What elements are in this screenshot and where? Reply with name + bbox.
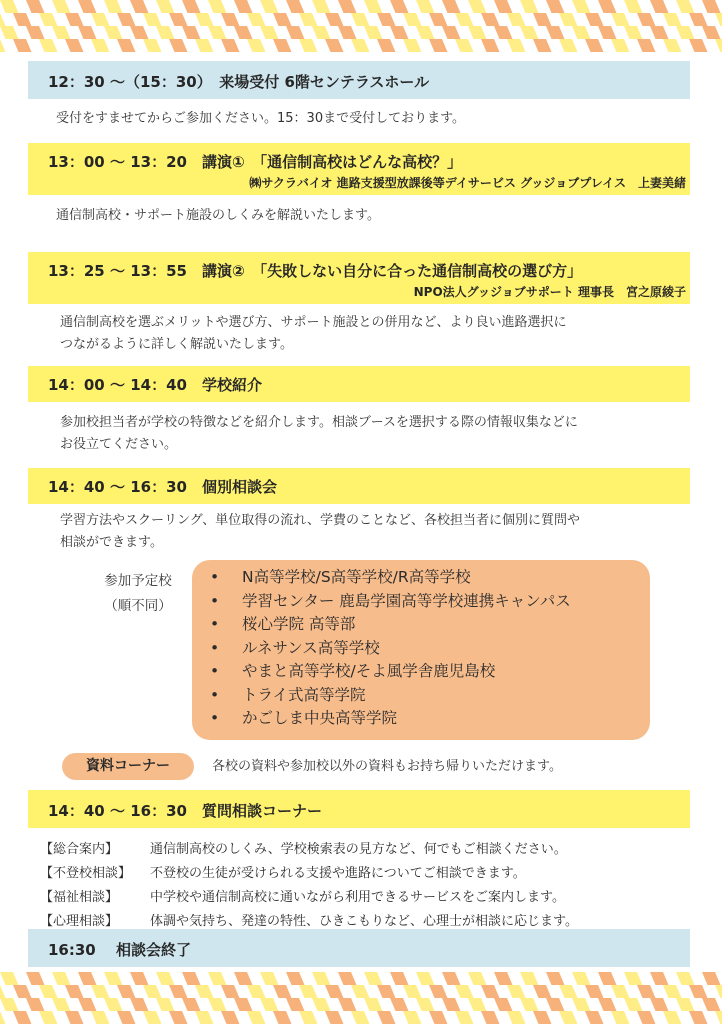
chevron-stripe bbox=[390, 972, 409, 985]
chevron-stripe bbox=[364, 0, 383, 13]
chevron-stripe bbox=[611, 1011, 630, 1024]
consultation-tag: 【総合案内】 bbox=[40, 842, 119, 857]
chevron-stripe bbox=[637, 1011, 656, 1024]
chevron-stripe bbox=[663, 13, 682, 26]
chevron-stripe bbox=[273, 985, 292, 998]
chevron-stripe bbox=[39, 39, 58, 52]
chevron-stripe bbox=[91, 1011, 110, 1024]
chevron-stripe bbox=[403, 985, 422, 998]
chevron-stripe bbox=[676, 26, 695, 39]
chevron-stripe bbox=[585, 13, 604, 26]
chevron-stripe bbox=[325, 985, 344, 998]
consultation-tag: 【心理相談】 bbox=[40, 914, 119, 929]
chevron-stripe bbox=[130, 998, 149, 1011]
chevron-stripe bbox=[702, 0, 721, 13]
consultation-desc: 不登校の生徒が受けられる支援や進路についてご相談できます。 bbox=[150, 866, 526, 881]
school-intro-time: 14：00 〜 14：40 学校紹介 bbox=[48, 376, 262, 394]
chevron-stripe bbox=[208, 972, 227, 985]
chevron-stripe bbox=[468, 0, 487, 13]
lecture2-text-line: 通信制高校を選ぶメリットや選び方、サポート施設との併用など、より良い進路選択に bbox=[60, 315, 567, 330]
chevron-stripe bbox=[221, 13, 240, 26]
closing-time: 16:30 相談会終了 bbox=[48, 941, 191, 959]
schools-list-box bbox=[192, 560, 650, 740]
chevron-stripe bbox=[117, 985, 136, 998]
individual-bar bbox=[28, 468, 690, 504]
chevron-stripe bbox=[364, 998, 383, 1011]
chevron-stripe bbox=[598, 998, 617, 1011]
chevron-stripe bbox=[663, 39, 682, 52]
chevron-stripe bbox=[377, 985, 396, 998]
chevron-stripe bbox=[143, 985, 162, 998]
schools-label bbox=[88, 569, 188, 619]
lecture2-bar bbox=[28, 252, 690, 304]
chevron-stripe bbox=[260, 0, 279, 13]
chevron-stripe bbox=[481, 13, 500, 26]
chevron-stripe bbox=[234, 0, 253, 13]
chevron-stripe bbox=[78, 0, 97, 13]
chevron-stripe bbox=[377, 1011, 396, 1024]
chevron-stripe bbox=[533, 13, 552, 26]
chevron-stripe bbox=[78, 26, 97, 39]
chevron-stripe bbox=[234, 972, 253, 985]
chevron-stripe bbox=[637, 39, 656, 52]
chevron-stripe bbox=[234, 26, 253, 39]
chevron-stripe bbox=[546, 972, 565, 985]
chevron-stripe bbox=[494, 998, 513, 1011]
chevron-stripe bbox=[143, 1011, 162, 1024]
chevron-stripe bbox=[143, 39, 162, 52]
reception-text: 受付をすませてからご参加ください。15：30まで受付しております。 bbox=[56, 111, 466, 126]
chevron-stripe bbox=[689, 985, 708, 998]
chevron-stripe bbox=[182, 0, 201, 13]
chevron-stripe bbox=[117, 39, 136, 52]
school-intro-text-line: 参加校担当者が学校の特徴などを紹介します。相談ブースを選択する際の情報収集などに bbox=[60, 415, 578, 430]
consultation-list bbox=[40, 838, 700, 934]
chevron-stripe bbox=[143, 13, 162, 26]
chevron-stripe bbox=[481, 985, 500, 998]
chevron-stripe bbox=[65, 13, 84, 26]
chevron-stripe bbox=[169, 39, 188, 52]
chevron-stripe bbox=[195, 13, 214, 26]
chevron-stripe bbox=[312, 0, 331, 13]
lecture1-time: 13：00 〜 13：20 講演① 「通信制高校はどんな高校？」 bbox=[48, 153, 463, 171]
chevron-stripe bbox=[520, 998, 539, 1011]
consultation-desc: 通信制高校のしくみ、学校検索表の見方など、何でもご相談ください。 bbox=[150, 842, 567, 857]
chevron-stripe bbox=[312, 972, 331, 985]
chevron-stripe bbox=[0, 13, 6, 26]
individual-time: 14：40 〜 16：30 個別相談会 bbox=[48, 478, 277, 496]
chevron-stripe bbox=[117, 1011, 136, 1024]
chevron-stripe bbox=[364, 972, 383, 985]
chevron-stripe bbox=[26, 972, 45, 985]
chevron-stripe bbox=[416, 972, 435, 985]
school-intro-text bbox=[60, 412, 690, 456]
chevron-stripe bbox=[598, 26, 617, 39]
school-intro-text-line: お役立てください。 bbox=[60, 437, 178, 452]
chevron-stripe bbox=[663, 1011, 682, 1024]
chevron-stripe bbox=[676, 0, 695, 13]
chevron-stripe bbox=[533, 39, 552, 52]
chevron-stripe bbox=[429, 985, 448, 998]
school-intro-bar bbox=[28, 366, 690, 402]
individual-text-line: 相談ができます。 bbox=[60, 535, 163, 550]
chevron-stripe bbox=[351, 985, 370, 998]
chevron-stripe bbox=[299, 1011, 318, 1024]
chevron-stripe bbox=[624, 998, 643, 1011]
school-item: • 桜心学院 高等部 bbox=[206, 613, 650, 637]
chevron-stripe bbox=[130, 972, 149, 985]
school-item: • トライ式高等学院 bbox=[206, 684, 650, 708]
chevron-stripe bbox=[65, 1011, 84, 1024]
chevron-stripe bbox=[13, 985, 32, 998]
chevron-stripe bbox=[39, 985, 58, 998]
chevron-stripe bbox=[26, 998, 45, 1011]
chevron-stripe bbox=[78, 972, 97, 985]
chevron-stripe bbox=[273, 1011, 292, 1024]
schools-list bbox=[206, 566, 650, 731]
chevron-stripe bbox=[390, 998, 409, 1011]
chevron-stripe bbox=[156, 0, 175, 13]
chevron-stripe bbox=[130, 26, 149, 39]
schools-label-note: （順不同） bbox=[104, 598, 172, 614]
chevron-stripe bbox=[650, 972, 669, 985]
consultation-row bbox=[40, 838, 700, 862]
chevron-stripe bbox=[715, 1011, 722, 1024]
chevron-stripe bbox=[0, 39, 6, 52]
chevron-stripe bbox=[676, 998, 695, 1011]
chevron-stripe bbox=[52, 26, 71, 39]
chevron-stripe bbox=[221, 985, 240, 998]
chevron-stripe bbox=[416, 0, 435, 13]
chevron-stripe bbox=[247, 1011, 266, 1024]
consultation-desc: 体調や気持ち、発達の特性、ひきこもりなど、心理士が相談に応じます。 bbox=[150, 914, 578, 929]
chevron-stripe bbox=[52, 972, 71, 985]
chevron-stripe bbox=[286, 998, 305, 1011]
chevron-stripe bbox=[156, 998, 175, 1011]
consultation-tag: 【福祉相談】 bbox=[40, 890, 119, 905]
chevron-stripe bbox=[26, 0, 45, 13]
chevron-stripe bbox=[689, 13, 708, 26]
chevron-stripe bbox=[208, 998, 227, 1011]
chevron-stripe bbox=[338, 26, 357, 39]
chevron-stripe bbox=[104, 26, 123, 39]
chevron-stripe bbox=[689, 39, 708, 52]
chevron-stripe bbox=[299, 13, 318, 26]
chevron-stripe bbox=[91, 13, 110, 26]
chevron-stripe bbox=[546, 0, 565, 13]
chevron-stripe bbox=[650, 26, 669, 39]
chevron-stripe bbox=[325, 1011, 344, 1024]
chevron-stripe bbox=[585, 1011, 604, 1024]
chevron-stripe bbox=[403, 13, 422, 26]
chevron-stripe bbox=[390, 26, 409, 39]
chevron-stripe bbox=[702, 972, 721, 985]
chevron-stripe bbox=[559, 13, 578, 26]
lecture2-text bbox=[60, 312, 690, 356]
question-bar bbox=[28, 790, 690, 828]
chevron-stripe bbox=[195, 1011, 214, 1024]
chevron-stripe bbox=[611, 985, 630, 998]
chevron-stripe bbox=[221, 39, 240, 52]
chevron-stripe bbox=[169, 1011, 188, 1024]
chevron-stripe bbox=[325, 13, 344, 26]
chevron-stripe bbox=[520, 26, 539, 39]
chevron-stripe bbox=[208, 0, 227, 13]
chevron-stripe bbox=[416, 26, 435, 39]
chevron-stripe bbox=[338, 972, 357, 985]
chevron-stripe bbox=[195, 39, 214, 52]
chevron-stripe bbox=[637, 985, 656, 998]
chevron-stripe bbox=[247, 985, 266, 998]
chevron-stripe bbox=[429, 1011, 448, 1024]
chevron-stripe bbox=[559, 985, 578, 998]
school-item: • かごしま中央高等学院 bbox=[206, 707, 650, 731]
materials-corner-text: 各校の資料や参加校以外の資料もお持ち帰りいただけます。 bbox=[212, 759, 562, 774]
lecture2-text-line: つながるように詳しく解説いたします。 bbox=[60, 337, 293, 352]
chevron-stripe bbox=[715, 39, 722, 52]
chevron-stripe bbox=[286, 972, 305, 985]
individual-text bbox=[60, 510, 690, 554]
chevron-stripe bbox=[39, 13, 58, 26]
chevron-stripe bbox=[507, 39, 526, 52]
lecture2-time: 13：25 〜 13：55 講演② 「失敗しない自分に合った通信制高校の選び方」 bbox=[48, 262, 583, 280]
chevron-stripe bbox=[676, 972, 695, 985]
chevron-stripe bbox=[0, 1011, 6, 1024]
chevron-stripe bbox=[494, 972, 513, 985]
chevron-stripe bbox=[494, 26, 513, 39]
chevron-stripe bbox=[286, 0, 305, 13]
chevron-stripe bbox=[429, 13, 448, 26]
chevron-stripe bbox=[65, 985, 84, 998]
individual-text-line: 学習方法やスクーリング、単位取得の流れ、学費のことなど、各校担当者に個別に質問や bbox=[60, 513, 581, 528]
chevron-stripe bbox=[442, 998, 461, 1011]
chevron-stripe bbox=[377, 39, 396, 52]
chevron-stripe bbox=[572, 0, 591, 13]
chevron-stripe bbox=[702, 998, 721, 1011]
chevron-stripe bbox=[299, 985, 318, 998]
chevron-stripe bbox=[585, 985, 604, 998]
chevron-stripe bbox=[156, 26, 175, 39]
chevron-stripe bbox=[611, 39, 630, 52]
chevron-stripe bbox=[13, 39, 32, 52]
chevron-stripe bbox=[663, 985, 682, 998]
chevron-stripe bbox=[260, 998, 279, 1011]
chevron-stripe bbox=[533, 1011, 552, 1024]
top-chevron-band bbox=[0, 0, 722, 52]
chevron-stripe bbox=[0, 972, 19, 985]
chevron-stripe bbox=[0, 26, 19, 39]
chevron-stripe bbox=[182, 26, 201, 39]
lecture1-bar bbox=[28, 143, 690, 195]
chevron-stripe bbox=[546, 26, 565, 39]
chevron-stripe bbox=[689, 1011, 708, 1024]
chevron-stripe bbox=[507, 1011, 526, 1024]
question-time: 14：40 〜 16：30 質問相談コーナー bbox=[48, 802, 322, 820]
chevron-stripe bbox=[533, 985, 552, 998]
chevron-stripe bbox=[403, 39, 422, 52]
chevron-stripe bbox=[494, 0, 513, 13]
chevron-stripe bbox=[520, 0, 539, 13]
chevron-stripe bbox=[13, 1011, 32, 1024]
chevron-stripe bbox=[715, 13, 722, 26]
reception-time: 12：30 〜（15：30） 来場受付 6階センテラスホール bbox=[48, 73, 430, 91]
chevron-stripe bbox=[650, 998, 669, 1011]
chevron-stripe bbox=[0, 998, 19, 1011]
chevron-stripe bbox=[416, 998, 435, 1011]
closing-bar bbox=[28, 929, 690, 967]
chevron-stripe bbox=[442, 0, 461, 13]
chevron-stripe bbox=[195, 985, 214, 998]
chevron-stripe bbox=[104, 0, 123, 13]
chevron-stripe bbox=[338, 0, 357, 13]
chevron-stripe bbox=[130, 0, 149, 13]
chevron-stripe bbox=[455, 13, 474, 26]
chevron-stripe bbox=[39, 1011, 58, 1024]
schools-label-title: 参加予定校 bbox=[104, 573, 172, 589]
chevron-stripe bbox=[507, 13, 526, 26]
chevron-stripe bbox=[234, 998, 253, 1011]
consultation-row bbox=[40, 886, 700, 910]
chevron-stripe bbox=[104, 998, 123, 1011]
chevron-stripe bbox=[624, 972, 643, 985]
lecture1-speaker: ㈱サクラバイオ 進路支援型放課後等デイサービス グッジョブプレイス 上妻美緒 bbox=[249, 176, 686, 190]
chevron-stripe bbox=[455, 39, 474, 52]
chevron-stripe bbox=[572, 998, 591, 1011]
chevron-stripe bbox=[520, 972, 539, 985]
chevron-stripe bbox=[468, 972, 487, 985]
chevron-stripe bbox=[559, 1011, 578, 1024]
chevron-stripe bbox=[637, 13, 656, 26]
chevron-stripe bbox=[442, 972, 461, 985]
chevron-stripe bbox=[559, 39, 578, 52]
chevron-stripe bbox=[52, 0, 71, 13]
chevron-stripe bbox=[325, 39, 344, 52]
school-item: • やまと高等学校/そよ風学舎鹿児島校 bbox=[206, 660, 650, 684]
chevron-stripe bbox=[351, 1011, 370, 1024]
chevron-stripe bbox=[650, 0, 669, 13]
chevron-stripe bbox=[390, 0, 409, 13]
chevron-stripe bbox=[156, 972, 175, 985]
chevron-stripe bbox=[364, 26, 383, 39]
chevron-stripe bbox=[702, 26, 721, 39]
chevron-stripe bbox=[338, 998, 357, 1011]
materials-corner-badge: 資料コーナー bbox=[62, 753, 194, 780]
chevron-stripe bbox=[455, 1011, 474, 1024]
chevron-stripe bbox=[624, 0, 643, 13]
chevron-stripe bbox=[572, 26, 591, 39]
reception-bar bbox=[28, 61, 690, 99]
chevron-stripe bbox=[286, 26, 305, 39]
chevron-stripe bbox=[221, 1011, 240, 1024]
chevron-stripe bbox=[598, 972, 617, 985]
chevron-stripe bbox=[182, 998, 201, 1011]
school-item: • ルネサンス高等学校 bbox=[206, 637, 650, 661]
bottom-chevron-band bbox=[0, 972, 722, 1024]
chevron-stripe bbox=[260, 26, 279, 39]
chevron-stripe bbox=[481, 1011, 500, 1024]
chevron-stripe bbox=[273, 13, 292, 26]
chevron-stripe bbox=[455, 985, 474, 998]
consultation-desc: 中学校や通信制高校に通いながら利用できるサービスをご案内します。 bbox=[150, 890, 565, 905]
chevron-stripe bbox=[208, 26, 227, 39]
chevron-stripe bbox=[572, 972, 591, 985]
chevron-stripe bbox=[312, 26, 331, 39]
chevron-stripe bbox=[507, 985, 526, 998]
chevron-stripe bbox=[715, 985, 722, 998]
chevron-stripe bbox=[169, 985, 188, 998]
chevron-stripe bbox=[13, 13, 32, 26]
chevron-stripe bbox=[117, 13, 136, 26]
chevron-stripe bbox=[611, 13, 630, 26]
chevron-stripe bbox=[0, 0, 19, 13]
chevron-stripe bbox=[377, 13, 396, 26]
lecture2-speaker: NPO法人グッジョブサポート 理事長 宮之原綾子 bbox=[413, 285, 686, 299]
chevron-stripe bbox=[351, 13, 370, 26]
chevron-stripe bbox=[442, 26, 461, 39]
chevron-stripe bbox=[91, 39, 110, 52]
chevron-stripe bbox=[468, 998, 487, 1011]
chevron-stripe bbox=[182, 972, 201, 985]
chevron-stripe bbox=[273, 39, 292, 52]
chevron-stripe bbox=[403, 1011, 422, 1024]
chevron-stripe bbox=[78, 998, 97, 1011]
consultation-tag: 【不登校相談】 bbox=[40, 866, 132, 881]
chevron-stripe bbox=[299, 39, 318, 52]
chevron-stripe bbox=[247, 39, 266, 52]
chevron-stripe bbox=[546, 998, 565, 1011]
chevron-stripe bbox=[104, 972, 123, 985]
chevron-stripe bbox=[481, 39, 500, 52]
chevron-stripe bbox=[169, 13, 188, 26]
chevron-stripe bbox=[52, 998, 71, 1011]
lecture1-text: 通信制高校・サポート施設のしくみを解説いたします。 bbox=[56, 208, 380, 223]
chevron-stripe bbox=[585, 39, 604, 52]
chevron-stripe bbox=[468, 26, 487, 39]
school-item: • 学習センター 鹿島学園高等学校連携キャンパス bbox=[206, 590, 650, 614]
chevron-stripe bbox=[624, 26, 643, 39]
chevron-stripe bbox=[247, 13, 266, 26]
chevron-stripe bbox=[429, 39, 448, 52]
chevron-stripe bbox=[351, 39, 370, 52]
consultation-row bbox=[40, 862, 700, 886]
chevron-stripe bbox=[91, 985, 110, 998]
chevron-stripe bbox=[65, 39, 84, 52]
school-item: • N高等学校/S高等学校/R高等学校 bbox=[206, 566, 650, 590]
chevron-stripe bbox=[26, 26, 45, 39]
chevron-stripe bbox=[598, 0, 617, 13]
chevron-stripe bbox=[260, 972, 279, 985]
chevron-stripe bbox=[0, 985, 6, 998]
chevron-stripe bbox=[312, 998, 331, 1011]
